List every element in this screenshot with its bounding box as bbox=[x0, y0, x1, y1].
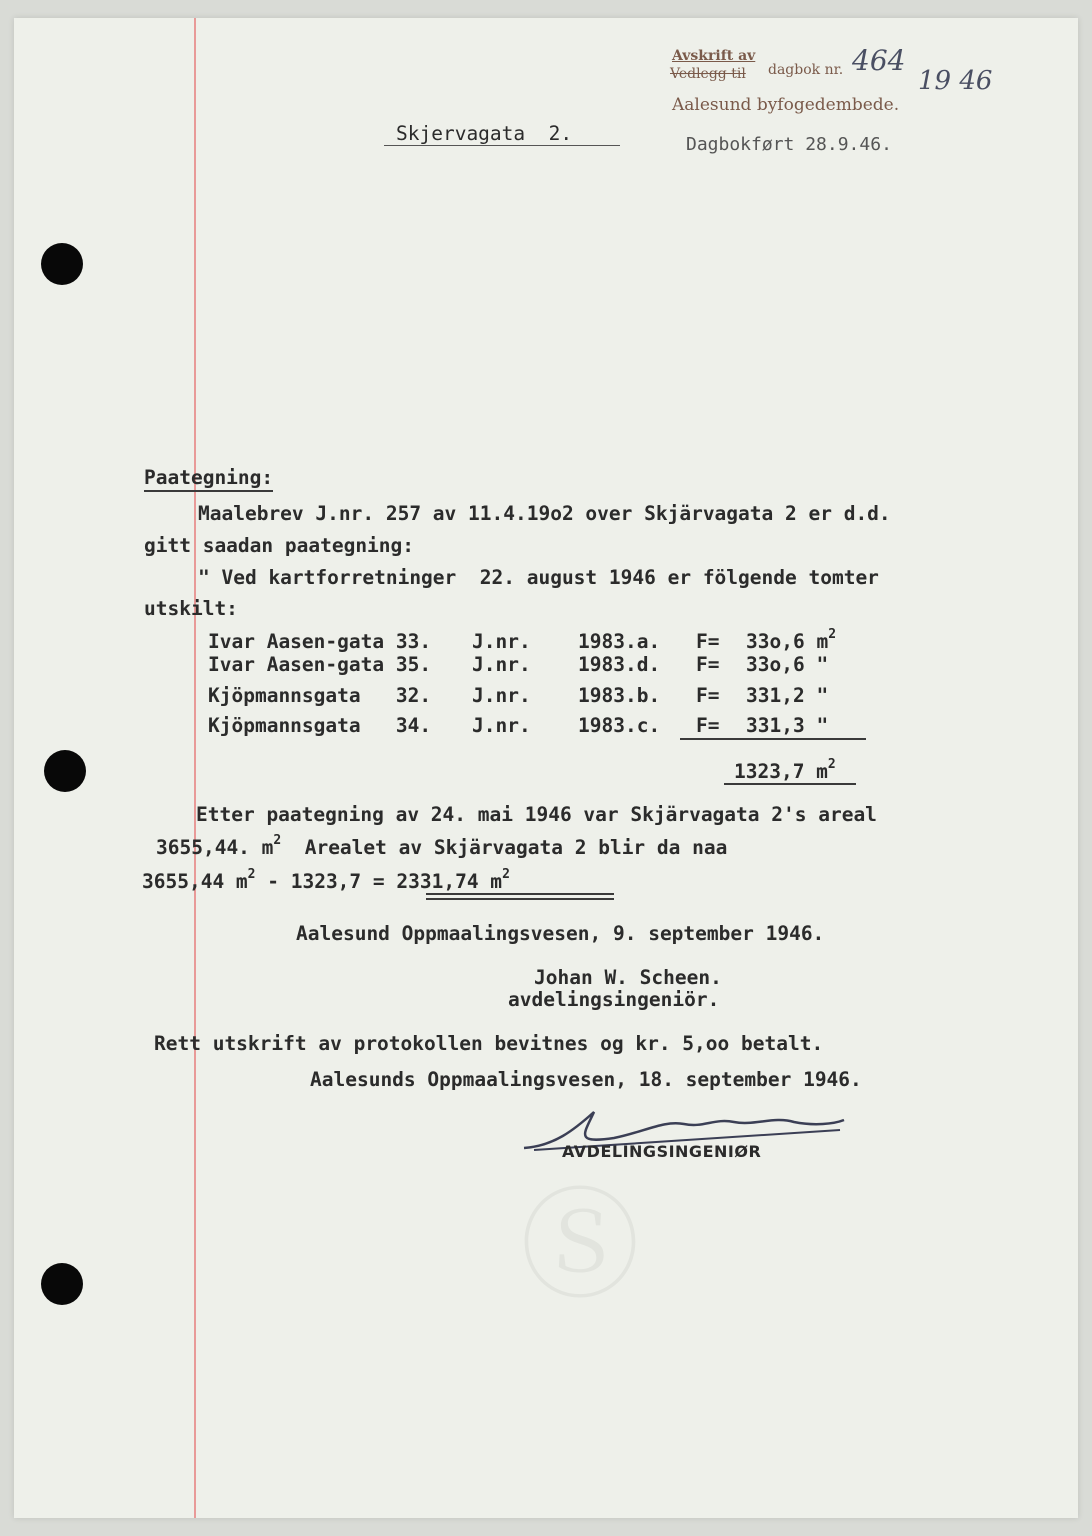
body-line: utskilt: bbox=[144, 597, 238, 620]
paategning-label: Paategning: bbox=[144, 466, 273, 490]
stamp-dagbokfort: Dagbokført 28.9.46. bbox=[686, 134, 892, 155]
signature-stamp: AVDELINGSINGENIØR bbox=[562, 1142, 762, 1161]
body-line: Maalebrev J.nr. 257 av 11.4.19o2 over Skjärvagata 2 er d.d. bbox=[198, 502, 891, 525]
stamp-vedlegg: Vedlegg til bbox=[670, 66, 746, 82]
stamp-year: 19 46 bbox=[918, 66, 993, 96]
body-line: " Ved kartforretninger 22. august 1946 er fölgende tomter bbox=[198, 566, 879, 589]
total-underline bbox=[724, 783, 856, 785]
signer-title: avdelingsingeniör. bbox=[508, 988, 720, 1011]
punch-hole bbox=[41, 243, 83, 285]
margin-line bbox=[194, 18, 196, 1518]
body-line: 3655,44. $m^2$ Arealet av Skjärvagata 2 blir da naa bbox=[156, 833, 728, 859]
certification-line: Rett utskrift av protokollen bevitnes og kr. 5,oo betalt. bbox=[154, 1032, 824, 1055]
bleed-through: Ⓢ bbox=[520, 1177, 640, 1316]
body-line: 3655,44 $m^2 - 1323,7 = 2331,74$ $m^2$ bbox=[142, 867, 510, 893]
body-line: Etter paategning av 24. mai 1946 var Skjärvagata 2's areal bbox=[196, 803, 877, 826]
result-underline bbox=[426, 898, 614, 900]
punch-hole bbox=[41, 1263, 83, 1305]
stamp-avskrift: Avskrift av bbox=[672, 48, 756, 64]
place-date-2: Aalesunds Oppmaalingsvesen, 18. september 1946. bbox=[310, 1068, 862, 1091]
sum-rule bbox=[680, 738, 866, 740]
signer-name: Johan W. Scheen. bbox=[534, 966, 722, 989]
stamp-dagbok: dagbok nr. bbox=[768, 62, 844, 78]
stamp-dagbok-number: 464 bbox=[852, 44, 906, 77]
area-total: 1323,7 $m^2$ bbox=[734, 757, 836, 783]
body-line: gitt saadan paategning: bbox=[144, 534, 415, 557]
heading-underline bbox=[384, 145, 620, 146]
punch-hole bbox=[44, 750, 86, 792]
stamp-office: Aalesund byfogedembede. bbox=[672, 95, 900, 115]
result-underline bbox=[426, 893, 614, 895]
place-date-1: Aalesund Oppmaalingsvesen, 9. september 1946. bbox=[296, 922, 825, 945]
page-heading: Skjervagata 2. bbox=[396, 122, 573, 145]
